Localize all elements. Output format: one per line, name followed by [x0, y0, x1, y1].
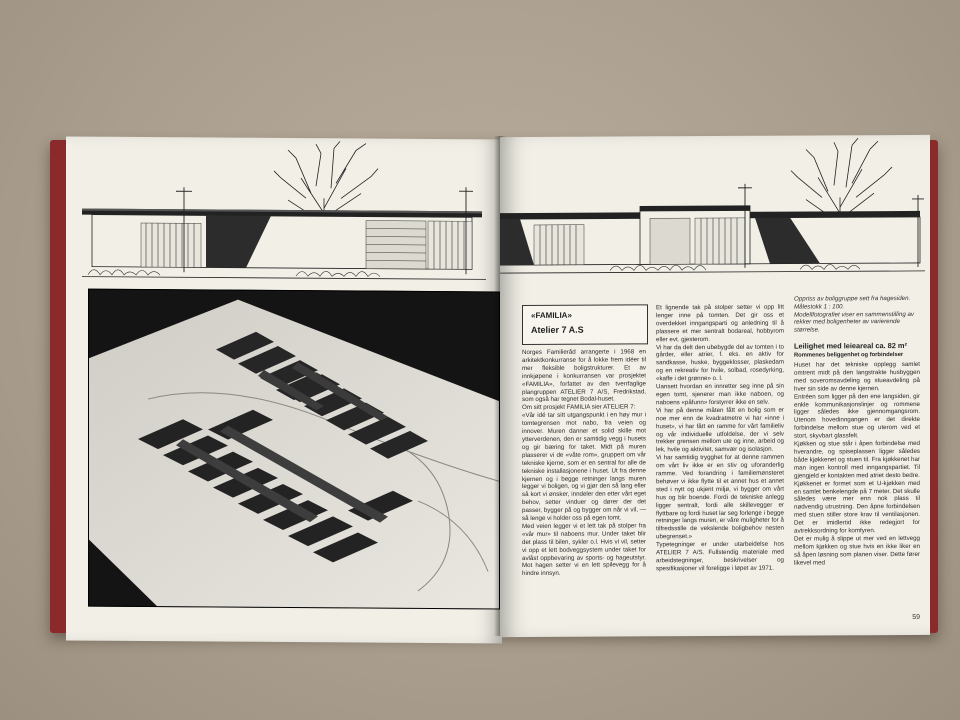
article-subtitle: Atelier 7 A.S: [531, 324, 584, 335]
left-page: [66, 136, 502, 643]
article-title-box: [522, 304, 648, 345]
elevation-drawing-left: [66, 136, 502, 289]
article-title: «FAMILIA»: [531, 310, 572, 320]
elevation-drawing-right: [500, 135, 930, 287]
right-page: [500, 135, 930, 637]
site-model-image: [88, 289, 500, 610]
text-column-1: Norges Familieråd arrangerte i 1968 en arkitektkonkurranse for å lokke frem idéer til mer fleksible boligstrukturer. Et av innkjøpene i konkurransen var prosjektet «FAMILIA», forfattet av den tverrfaglige plangruppen ATELIER 7 A/S, Fredrikstad, som også har tegnet Bodal-huset. Om sitt prosjekt FAMILIA sier ATELIER 7: «Vår idé tar sitt utgangspunkt i en høy mur i tomtegrensen mot nabo, fra veien og innover. Muren danner et solid skille mot ytterverdenen, den er samtidig vegg i husets og gir bæring for taket. Midt på muren plasserer vi de «våte rom», gruppert om vår tekniske kjerne, som er en sentral for alle de tekniske installasjonene i huset. Ut fra denne kjernen og i begge retninger langs muren legger vi boligen, og vi gjør den så lang eller så kort vi ønsker, inndeler den etter vårt eget behov, setter vinduer og dører der det passer, bygger på og bygger om når vi vil, — så lenge vi holder oss på egen tomt. Med veien legger vi et lett tak på stolper fra «vår mur» til naboens mur. Under taket blir det plass til bilen, sykler o.l. Hvis vi vil, setter vi opp et lett bodveggsystem under taket for avlåst oppbevaring av sports- og hageutstyr. Mot hagen setter vi en lett spilevegg for å hindre innsyn.: [522, 348, 646, 578]
model-photograph: [88, 289, 500, 610]
page-number: 59: [912, 613, 920, 621]
text-column-3: Huset har det tekniske opplegg samlet omtrent midt på den langstrakte husbyggen med soveromsavdeling og stueavdeling på hver sin side av denne kjernen. Entréen som ligger på den ene langsiden, gir enkle kommunikasjonslinjer og rommene ligger således ikke gjennomgangsrom. Utenom hovedinngangen er det direkte forbindelse mellom stue og uterom ved et stort, skyvbart glassfelt. Kjøkken og stue står i åpen forbindelse med hverandre, og spiseplassen ligger således både kjøkkenet og stuen til. Fra kjøkkenet har man ingen kontroll med inngangspartiet. Til gjengjeld er kontakten med atriet desto bedre. Kjøkkenet er formet som et U-kjøkken med en samlet benkelengde på 7 meter. Det skulle således være mer enn nok plass til nødvendig utrustning. Den åpne forbindelsen med stuen stiller store krav til ventilasjonen. Det er imidlertid ikke redegjort for avtrekksordning for komfyren. Det er mulig å slippe ut mer ved en lettvegg mellom kjøkken og stue hvis en ikke liker en så åpen løsning som planen viser. Dette fører likevel med: [794, 360, 920, 567]
section-heading: Leilighet med leieareal ca. 82 m²: [794, 340, 907, 351]
figure-caption: Oppriss av boliggruppe sett fra hagesiden. Målestokk 1 : 100. Modellfotografiet viser en sammenstilling av rekker med boligenheter av varierende størrelse.: [794, 294, 915, 334]
section-subheading: Rommenes beliggenhet og forbindelser: [794, 352, 904, 359]
text-column-2: Et lignende tak på stolper setter vi opp litt lenger inne på tomten. Det gir oss et overdekket inngangsparti og anledning til å plassere et mer sentralt bodareal, hobbyrom eller evt. gjesterom. Vi har da delt den ubebygde del av tomten i to gårder, eller atrier, f. eks. en aktiv for sandkasse, huske, byggeklosser, plaskedam og en rekreativ for hvile, solbad, rosedyrking, «kaffe i det grønne» o. l. Uansett hvordan en innretter seg inne på sin egen tomt, sjenerer man ikke naboen, og naboens «påfunn» forstyrrer ikke en selv. Vi har på denne måten fått en bolig som er noe mer enn de kvadratmetre vi har «inne i huset», vi har fått en ramme for vårt familieliv og vår individuelle utfoldelse, der vi selv trekker grensen mellom ute og inne, arbeid og lek, hvile og aktivitet, samvær og isolasjon. Vi har samtidig trygghet for at denne rammen om vårt liv ikke er en stiv og uforanderlig ramme. Ved forandring i familiemønsteret behøver vi ikke flytte til et annet hus et annet sted i nytt og ukjent miljø, vi bygger om vårt hus og blir boende. Fordi de tekniske anlegg ligger sentralt, fordi alle skillevegger er flyttbare og fordi huset lar seg forlenge i begge retninger langs muren, er våre muligheter for å tilfredsstille de vekslende boligbehov nesten ubegrenset.» Typetegninger er under utarbeidelse hos ATELIER 7 A/S. Fullstendig materiale med arbeidstegninger, beskrivelser og spesifikasjoner vil foreligge i løpet av 1971.: [656, 303, 784, 573]
